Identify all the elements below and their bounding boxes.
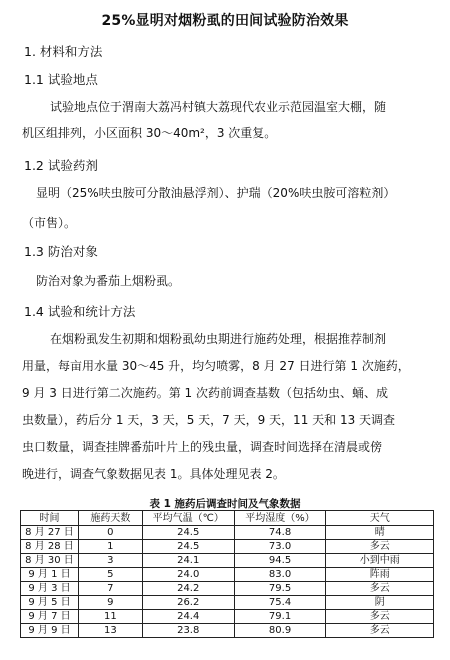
cell-humidity: 94.5: [234, 554, 326, 568]
table-row: [21, 526, 434, 540]
table-header-row: [21, 511, 434, 526]
header-days-after-application: 施药天数: [78, 511, 142, 526]
cell-temperature: 24.5: [142, 540, 234, 554]
cell-days: 13: [78, 624, 142, 638]
text-line: 用量，每亩用水量 30～45 升，均匀喷雾，8 月 27 日进行第 1 次施药，: [22, 359, 410, 373]
cell-days: 11: [78, 610, 142, 624]
table-row: [21, 582, 434, 596]
cell-days: 1: [78, 540, 142, 554]
cell-humidity: 75.4: [234, 596, 326, 610]
cell-weather: 晴: [326, 526, 434, 540]
section-heading-materials-methods: 1. 材料和方法: [24, 44, 103, 59]
cell-temperature: 24.5: [142, 526, 234, 540]
table-row: [21, 568, 434, 582]
text-line: （市售）。: [22, 216, 77, 230]
table-row: [21, 554, 434, 568]
cell-date: 9 月 3 日: [21, 582, 79, 596]
text-line: 虫口数量，调查挂牌番茄叶片上的残虫量，调查时间选择在清晨或傍: [22, 440, 383, 454]
cell-date: 9 月 1 日: [21, 568, 79, 582]
cell-weather: 小到中雨: [326, 554, 434, 568]
cell-date: 9 月 9 日: [21, 624, 79, 638]
cell-date: 9 月 7 日: [21, 610, 79, 624]
cell-humidity: 79.5: [234, 582, 326, 596]
cell-humidity: 83.0: [234, 568, 326, 582]
header-avg-temperature: 平均气温（℃）: [142, 511, 234, 526]
table-caption: 表 1 施药后调查时间及气象数据: [149, 498, 301, 510]
cell-temperature: 24.4: [142, 610, 234, 624]
table-row: [21, 540, 434, 554]
cell-date: 9 月 5 日: [21, 596, 79, 610]
section-heading-test-methods: 1.4 试验和统计方法: [24, 304, 136, 319]
cell-weather: 多云: [326, 540, 434, 554]
text-line: 试验地点位于渭南大荔冯村镇大荔现代农业示范园温室大棚，随: [50, 100, 387, 114]
cell-days: 7: [78, 582, 142, 596]
section-heading-test-agents: 1.2 试验药剂: [24, 158, 98, 173]
document-title: 25%显明对烟粉虱的田间试验防治效果: [101, 13, 349, 29]
cell-date: 8 月 28 日: [21, 540, 79, 554]
text-line: 晚进行，调查气象数据见表 1。具体处理见表 2。: [22, 467, 285, 481]
cell-weather: 多云: [326, 610, 434, 624]
cell-temperature: 26.2: [142, 596, 234, 610]
cell-date: 8 月 30 日: [21, 554, 79, 568]
text-line: 在烟粉虱发生初期和烟粉虱幼虫期进行施药处理，根据推荐制剂: [50, 332, 387, 346]
cell-date: 8 月 27 日: [21, 526, 79, 540]
cell-weather: 阴: [326, 596, 434, 610]
cell-days: 3: [78, 554, 142, 568]
cell-temperature: 23.8: [142, 624, 234, 638]
text-line: 防治对象为番茄上烟粉虱。: [36, 274, 181, 288]
text-line: 虫数量），药后分 1 天，3 天，5 天，7 天，9 天，11 天和 13 天调查: [22, 413, 396, 427]
weather-table: [20, 510, 434, 638]
cell-days: 0: [78, 526, 142, 540]
cell-days: 9: [78, 596, 142, 610]
section-heading-test-site: 1.1 试验地点: [24, 72, 98, 87]
cell-weather: 阵雨: [326, 568, 434, 582]
cell-temperature: 24.2: [142, 582, 234, 596]
cell-humidity: 73.0: [234, 540, 326, 554]
cell-temperature: 24.1: [142, 554, 234, 568]
cell-humidity: 79.1: [234, 610, 326, 624]
cell-humidity: 80.9: [234, 624, 326, 638]
table-row: [21, 596, 434, 610]
cell-weather: 多云: [326, 624, 434, 638]
header-avg-humidity: 平均湿度（%）: [234, 511, 326, 526]
section-heading-target-pest: 1.3 防治对象: [24, 244, 98, 259]
text-line: 9 月 3 日进行第二次施药。第 1 次药前调查基数（包括幼虫、蛹、成: [22, 386, 388, 400]
cell-days: 5: [78, 568, 142, 582]
table-row: [21, 624, 434, 638]
cell-humidity: 74.8: [234, 526, 326, 540]
header-weather: 天气: [326, 511, 434, 526]
header-date: 时间: [21, 511, 79, 526]
table-row: [21, 610, 434, 624]
text-line: 显明（25%呋虫胺可分散油悬浮剂）、护瑞（20%呋虫胺可溶粒剂）: [36, 186, 396, 200]
text-line: 机区组排列，小区面积 30～40m²，3 次重复。: [22, 126, 277, 140]
cell-temperature: 24.0: [142, 568, 234, 582]
cell-weather: 多云: [326, 582, 434, 596]
